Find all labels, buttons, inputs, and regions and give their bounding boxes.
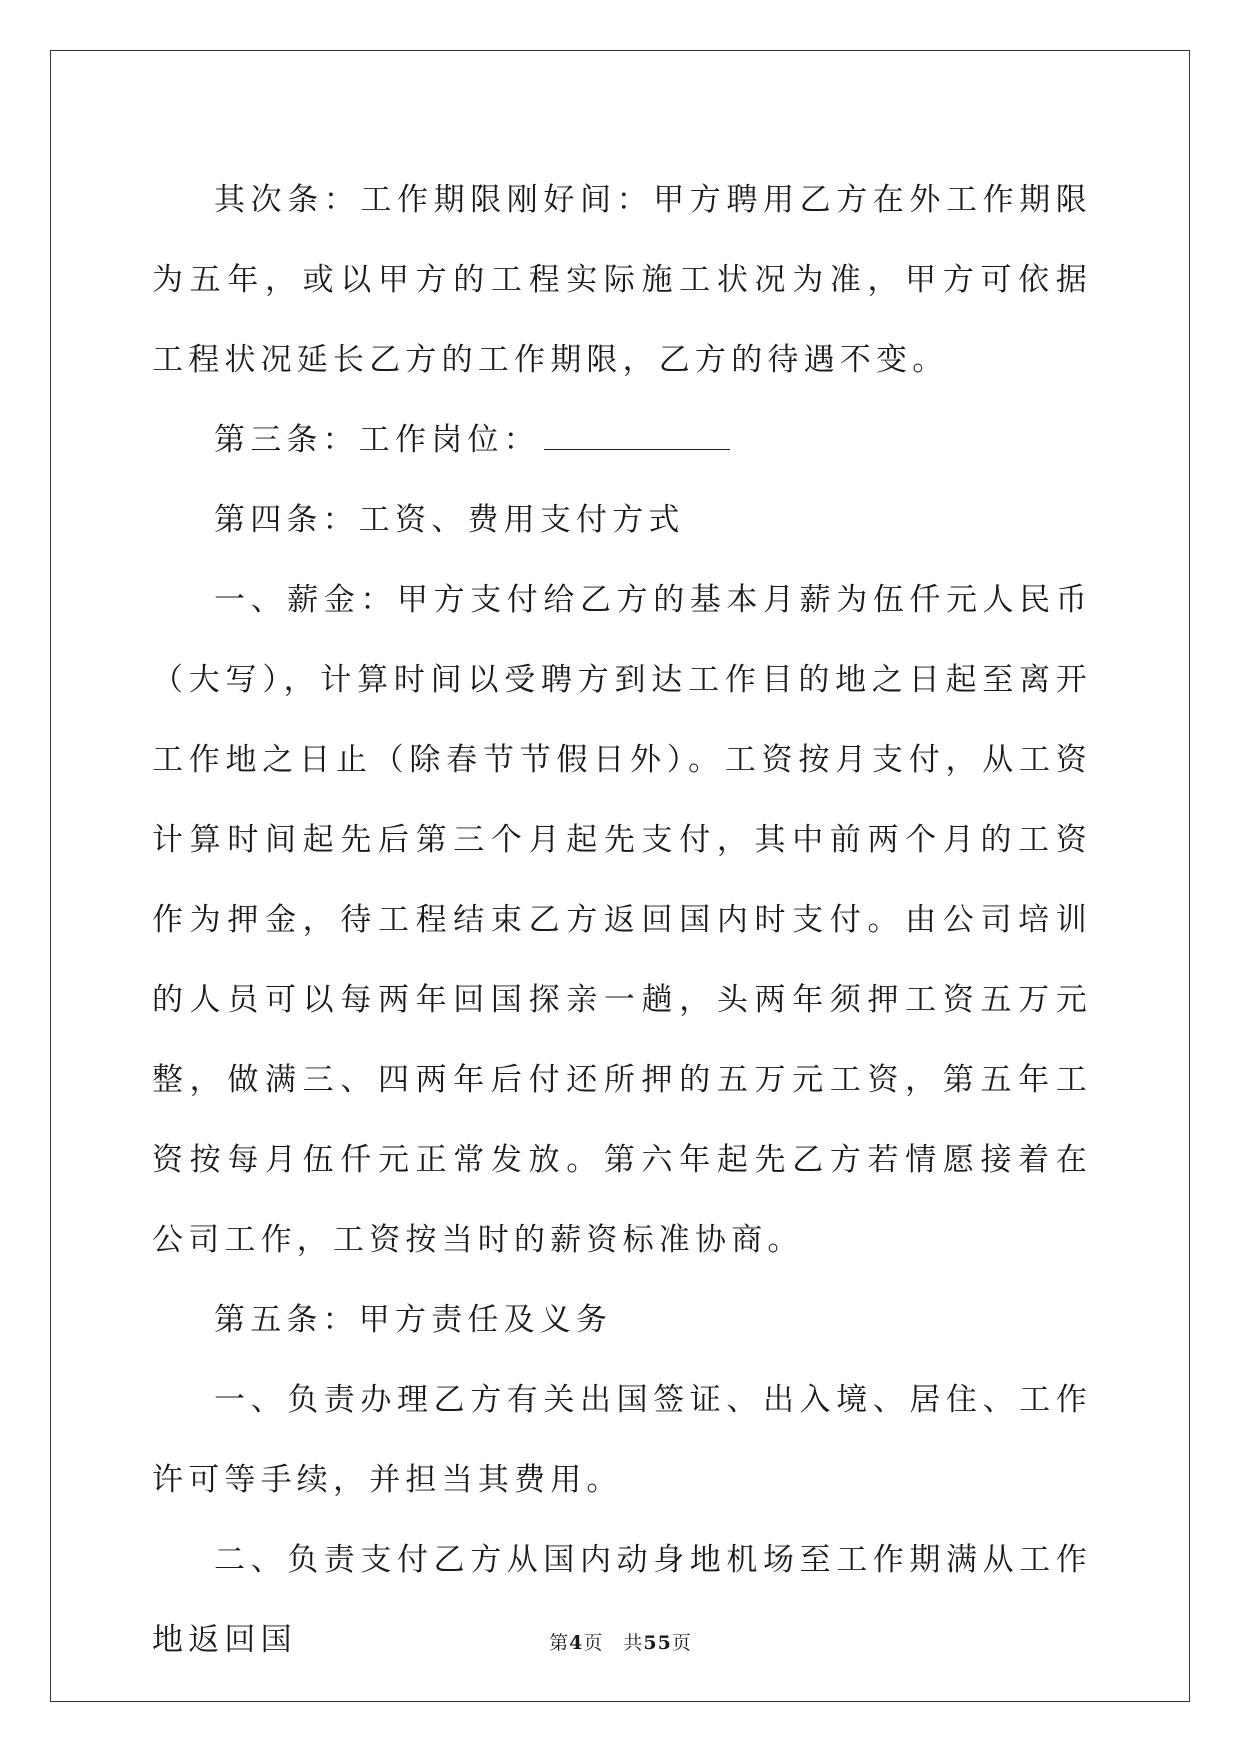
total-pages: 55	[643, 1632, 672, 1654]
paragraph: 二、负责支付乙方从国内动身地机场至工作期满从工作地返回国	[152, 1542, 1092, 1658]
paragraph: 第四条：工资、费用支付方式	[214, 502, 685, 538]
page-suffix: 页	[583, 1632, 604, 1654]
paragraph: 一、负责办理乙方有关出国签证、出入境、居住、工作许可等手续，并担当其费用。	[152, 1382, 1092, 1498]
fill-in-blank	[544, 421, 730, 450]
paragraph-position	[152, 400, 1092, 480]
paragraph: 第五条：甲方责任及义务	[214, 1302, 613, 1338]
document-body	[152, 160, 1092, 1680]
page-footer	[0, 1628, 1241, 1655]
total-prefix: 共	[623, 1632, 644, 1654]
paragraph-text: 第三条：工作岗位：	[214, 422, 540, 458]
page-prefix: 第	[549, 1632, 570, 1654]
total-suffix: 页	[671, 1632, 692, 1654]
paragraph: 其次条：工作期限刚好间：甲方聘用乙方在外工作期限为五年，或以甲方的工程实际施工状况为准，甲方可依据工程状况延长乙方的工作期限，乙方的待遇不变。	[152, 182, 1092, 378]
page-number: 4	[569, 1632, 584, 1654]
paragraph: 一、薪金：甲方支付给乙方的基本月薪为伍仟元人民币（大写），计算时间以受聘方到达工作目的地之日起至离开工作地之日止（除春节节假日外）。工资按月支付，从工资计算时间起先后第三个月起先支付，其中前两个月的工资作为押金，待工程结束乙方返回国内时支付。由公司培训的人员可以每两年回国探亲一趟，头两年须押工资五万元整，做满三、四两年后付还所押的五万元工资，第五年工资按每月伍仟元正常发放。第六年起先乙方若情愿接着在公司工作，工资按当时的薪资标准协商。	[152, 582, 1092, 1258]
